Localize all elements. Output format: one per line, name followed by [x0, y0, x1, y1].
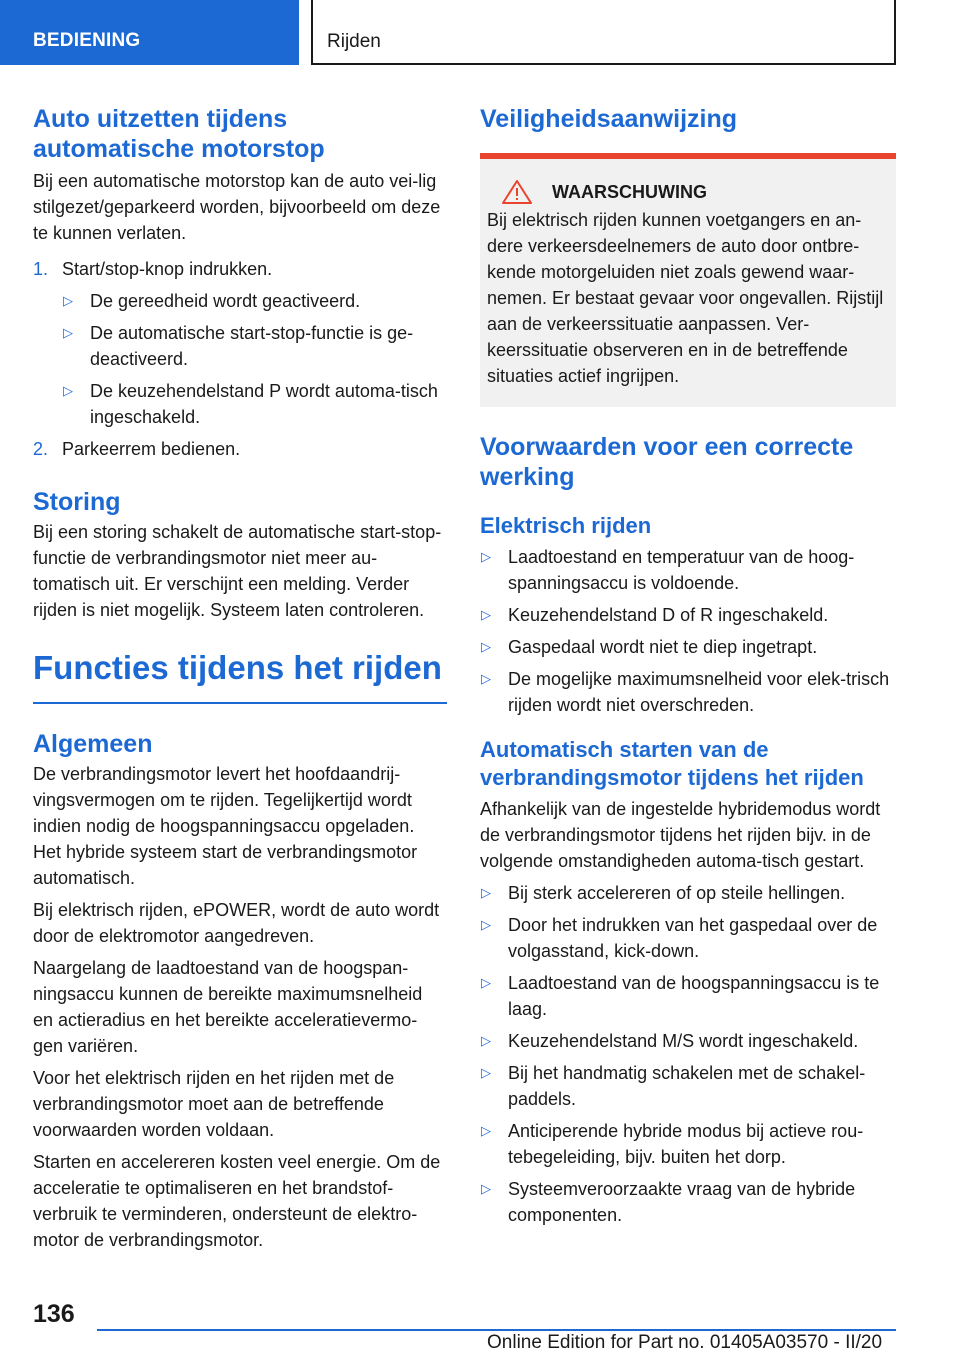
triangle-right-icon: ▷ — [481, 975, 491, 990]
paragraph: Bij een automatische motorstop kan de auto vei-lig stilgezet/geparkeerd worden, bijvoorbeeld om deze te kunnen verlaten. — [33, 171, 441, 243]
bullet-list — [480, 544, 896, 718]
numbered-list — [33, 256, 447, 462]
heading-voorwaarden: Voorwaarden voor een correcte werking — [480, 433, 854, 491]
paragraph: Bij een storing schakelt de automatische start-stop-functie de verbrandingsmotor niet meer au-tomatisch uit. Er verschijnt een melding. Verder rijden is niet mogelijk. Systeem laten controleren. — [33, 522, 442, 620]
list-item-text: Bij sterk accelereren of op steile hellingen. — [508, 883, 846, 903]
triangle-right-icon: ▷ — [481, 1033, 491, 1048]
warning-box — [480, 153, 896, 407]
list-item-text: Laadtoestand van de hoogspanningsaccu is te laag. — [508, 973, 880, 1019]
chapter-title: Rijden — [327, 31, 381, 52]
list-item — [480, 1060, 896, 1112]
triangle-right-icon: ▷ — [481, 917, 491, 932]
triangle-right-icon: ▷ — [481, 1065, 491, 1080]
list-item — [33, 436, 447, 462]
chapter-tab — [311, 0, 896, 65]
left-column — [33, 104, 447, 1259]
list-item-text: Keuzehendelstand M/S wordt ingeschakeld. — [508, 1031, 859, 1051]
list-item — [480, 602, 896, 628]
footer-rule — [97, 1329, 896, 1331]
step-number: 1. — [33, 259, 49, 279]
paragraph: Starten en accelereren kosten veel energie. Om de acceleratie te optimaliseren en het brandstof-verbruik te verminderen, ondersteunt de elektro-motor de verbrandingsmotor. — [33, 1152, 441, 1250]
list-item-text: Systeemveroorzaakte vraag van de hybride componenten. — [508, 1179, 856, 1225]
list-item-text: Laadtoestand en temperatuur van de hoog-spanningsaccu is voldoende. — [508, 547, 855, 593]
bullet-list — [480, 880, 896, 1228]
triangle-right-icon: ▷ — [481, 1181, 491, 1196]
list-item — [480, 1118, 896, 1170]
page-number: 136 — [33, 1300, 75, 1328]
list-item — [62, 320, 447, 372]
heading-storing: Storing — [33, 488, 121, 516]
list-item — [480, 912, 896, 964]
list-item-text: De automatische start-stop-functie is ge-deactiveerd. — [90, 323, 414, 369]
triangle-right-icon: ▷ — [481, 607, 491, 622]
warning-text: Bij elektrisch rijden kunnen voetgangers en an-dere verkeersdeelnemers de auto door ontbre-kende motorgeluiden niet zoals gewend waar-nemen. Er bestaat gevaar voor ongevallen. Rijstijl aan de verkeerssituatie aanpassen. Ver-keerssituatie observeren en in de betreffende situaties actief ingrijpen. — [487, 210, 884, 386]
step-text: Parkeerrem bedienen. — [62, 439, 241, 459]
heading-veiligheidsaanwijzing: Veiligheidsaanwijzing — [480, 105, 738, 133]
list-item-text: Anticiperende hybride modus bij actieve rou-tebegeleiding, bijv. buiten het dorp. — [508, 1121, 864, 1167]
paragraph: Afhankelijk van de ingestelde hybridemodus wordt de verbrandingsmotor tijdens het rijden bijv. in de volgende omstandigheden automa-tisch gestart. — [480, 799, 881, 871]
list-item — [480, 1176, 896, 1228]
subheading-automatisch-starten: Automatisch starten van de verbrandingsmotor tijdens het rijden — [480, 737, 864, 790]
triangle-right-icon: ▷ — [481, 671, 491, 686]
triangle-right-icon: ▷ — [63, 383, 73, 398]
footer-edition: Online Edition for Part no. 01405A03570 - II/20 — [487, 1332, 883, 1353]
step-number: 2. — [33, 439, 49, 459]
list-item — [62, 288, 447, 314]
list-item-text: Gaspedaal wordt niet te diep ingetrapt. — [508, 637, 818, 657]
paragraph: Voor het elektrisch rijden en het rijden met de verbrandingsmotor moet aan de betreffende voorwaarden worden voldaan. — [33, 1068, 395, 1140]
list-item — [33, 256, 447, 282]
list-item — [480, 1028, 896, 1054]
list-item-text: Door het indrukken van het gaspedaal over de volgasstand, kick-down. — [508, 915, 878, 961]
triangle-right-icon: ▷ — [481, 1123, 491, 1138]
list-item-text: De gereedheid wordt geactiveerd. — [90, 291, 361, 311]
list-item — [480, 666, 896, 718]
warning-header — [487, 179, 888, 205]
right-column — [480, 104, 896, 1234]
list-item-text: Keuzehendelstand D of R ingeschakeld. — [508, 605, 829, 625]
triangle-right-icon: ▷ — [63, 293, 73, 308]
list-item-text: De mogelijke maximumsnelheid voor elek-trisch rijden wordt niet overschreden. — [508, 669, 890, 715]
chapter-heading: Functies tijdens het rijden — [33, 649, 442, 686]
section-tab: BEDIENING — [0, 0, 299, 65]
list-item-text: Bij het handmatig schakelen met de schakel-paddels. — [508, 1063, 866, 1109]
list-item — [480, 544, 896, 596]
list-item — [480, 634, 896, 660]
list-item — [480, 880, 896, 906]
heading-rule — [33, 702, 447, 704]
paragraph: Bij elektrisch rijden, ePOWER, wordt de auto wordt door de elektromotor aangedreven. — [33, 900, 440, 946]
triangle-right-icon: ▷ — [481, 549, 491, 564]
warning-triangle-icon — [501, 179, 533, 205]
subheading-elektrisch-rijden: Elektrisch rijden — [480, 513, 652, 538]
step-text: Start/stop-knop indrukken. — [62, 259, 273, 279]
heading-auto-uitzetten: Auto uitzetten tijdens automatische motorstop — [33, 105, 325, 163]
heading-algemeen: Algemeen — [33, 730, 153, 758]
sub-list — [62, 288, 447, 430]
warning-label: WAARSCHUWING — [552, 182, 707, 202]
list-item — [480, 970, 896, 1022]
list-item — [62, 378, 447, 430]
list-item-text: De keuzehendelstand P wordt automa-tisch ingeschakeld. — [90, 381, 438, 427]
paragraph: De verbrandingsmotor levert het hoofdaandrij-vingsvermogen om te rijden. Tegelijkertijd wordt indien nodig de hoogspanningsaccu opgeladen. Het hybride systeem start de verbrandingsmotor automatisch. — [33, 764, 418, 888]
triangle-right-icon: ▷ — [63, 325, 73, 340]
triangle-right-icon: ▷ — [481, 639, 491, 654]
triangle-right-icon: ▷ — [481, 885, 491, 900]
paragraph: Naargelang de laadtoestand van de hoogspan-ningsaccu kunnen de bereikte maximumsnelheid en actieradius en het bereikte acceleratievermo-gen variëren. — [33, 958, 423, 1056]
